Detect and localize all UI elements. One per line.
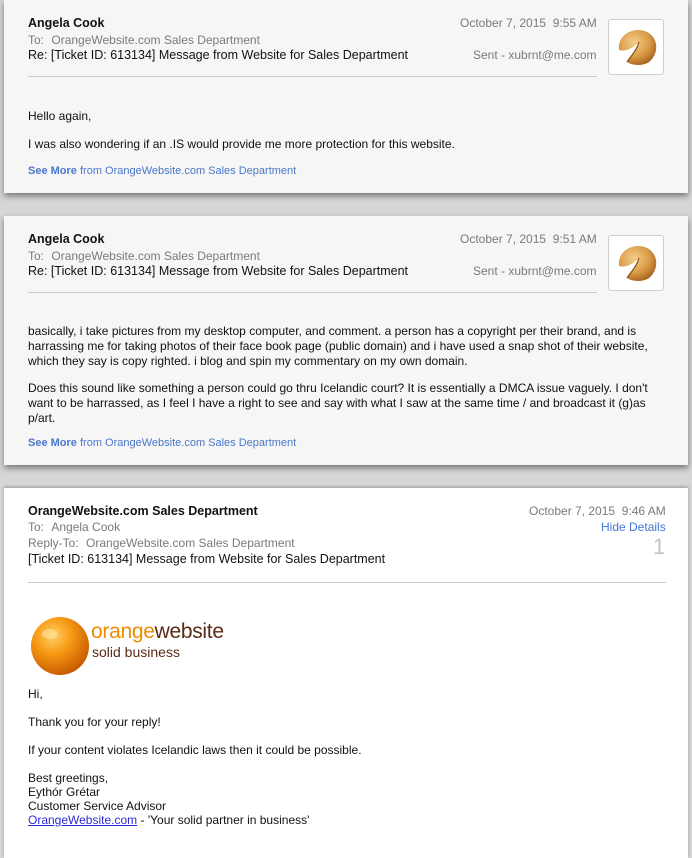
to-recipient[interactable]: Angela Cook xyxy=(51,520,121,534)
signature-closing: Best greetings, xyxy=(28,771,109,785)
logo-wordmark xyxy=(91,620,224,644)
reply-to-recipient[interactable]: OrangeWebsite.com Sales Department xyxy=(86,536,295,550)
body-line: If your content violates Icelandic laws then it could be possible. xyxy=(28,743,362,757)
message-card-2[interactable] xyxy=(4,216,688,465)
subject-line: Re: [Ticket ID: 613134] Message from Website for Sales Department xyxy=(28,48,409,62)
time-text: 9:51 AM xyxy=(552,232,597,246)
logo-tagline: solid business xyxy=(92,644,180,660)
header-divider xyxy=(28,582,666,583)
time-text: 9:46 AM xyxy=(621,504,666,518)
body-line: Does this sound like something a person could go thru Icelandic court? It is essentially a DMCA issue vaguely. I don't xyxy=(28,381,648,395)
body-line: which they say is copy righted. i blog and spin my commentary on my own domain. xyxy=(28,354,468,368)
fortune-cookie-icon xyxy=(609,236,665,292)
to-recipient[interactable]: OrangeWebsite.com Sales Department xyxy=(51,249,260,263)
hide-details-link[interactable]: Hide Details xyxy=(601,520,666,534)
body-line: harrassing me for taking photos of their face book page (public domain) and i have used a snap shot of their website, xyxy=(28,339,648,353)
sender-name[interactable]: Angela Cook xyxy=(28,16,105,30)
header-divider xyxy=(28,292,597,293)
sent-account: Sent - xubrnt@me.com xyxy=(473,264,597,278)
sent-account: Sent - xubrnt@me.com xyxy=(473,48,597,62)
date-text: October 7, 2015 xyxy=(460,232,547,246)
to-line xyxy=(28,520,120,534)
reply-to-line xyxy=(28,536,295,550)
logo-word-orange: orange xyxy=(91,620,155,643)
body-line: want to be harrassed, as I feel I have a right to see and say with what I saw at the same time / and broadcast it (g)as xyxy=(28,396,646,410)
body-line: Thank you for your reply! xyxy=(28,715,161,729)
orange-fruit-icon xyxy=(28,614,92,678)
message-card-1[interactable] xyxy=(4,0,688,193)
see-more-source[interactable]: from OrangeWebsite.com Sales Department xyxy=(79,165,297,177)
date-text: October 7, 2015 xyxy=(460,16,547,30)
orangewebsite-logo xyxy=(28,614,248,678)
message-date xyxy=(460,232,597,246)
message-card-3[interactable] xyxy=(4,488,688,858)
body-line: I was also wondering if an .IS would provide me more protection for this website. xyxy=(28,137,455,151)
message-date xyxy=(529,504,666,518)
to-label: To: xyxy=(28,33,45,47)
signature-role: Customer Service Advisor xyxy=(28,799,167,813)
reply-to-label: Reply-To: xyxy=(28,536,79,550)
to-recipient[interactable]: OrangeWebsite.com Sales Department xyxy=(51,33,260,47)
subject-line: [Ticket ID: 613134] Message from Website for Sales Department xyxy=(28,552,386,566)
message-count: 1 xyxy=(653,534,666,559)
sender-name[interactable]: OrangeWebsite.com Sales Department xyxy=(28,504,258,518)
see-more-link[interactable] xyxy=(28,437,296,449)
header-divider xyxy=(28,76,597,77)
body-line: Hello again, xyxy=(28,109,92,123)
body-line: p/art. xyxy=(28,411,56,425)
see-more-link[interactable] xyxy=(28,165,296,177)
avatar[interactable] xyxy=(608,235,664,291)
avatar[interactable] xyxy=(608,19,664,75)
to-line xyxy=(28,33,260,47)
website-link[interactable]: OrangeWebsite.com xyxy=(28,813,138,827)
signature-name: Eythór Grétar xyxy=(28,785,101,799)
sender-name[interactable]: Angela Cook xyxy=(28,232,105,246)
date-text: October 7, 2015 xyxy=(529,504,616,518)
see-more-source[interactable]: from OrangeWebsite.com Sales Department xyxy=(79,437,297,449)
signature-slogan: - 'Your solid partner in business' xyxy=(137,813,310,827)
subject-line: Re: [Ticket ID: 613134] Message from Website for Sales Department xyxy=(28,264,409,278)
body-greeting: Hi, xyxy=(28,687,43,701)
logo-word-website: website xyxy=(154,620,224,643)
time-text: 9:55 AM xyxy=(552,16,597,30)
message-date xyxy=(460,16,597,30)
see-more-label[interactable]: See More xyxy=(28,165,77,177)
fortune-cookie-icon xyxy=(609,20,665,76)
see-more-label[interactable]: See More xyxy=(28,437,77,449)
body-line: basically, i take pictures from my desktop computer, and comment. a person has a copyright per their brand, and is xyxy=(28,324,637,338)
to-label: To: xyxy=(28,249,45,263)
signature-link-line xyxy=(28,813,309,828)
to-label: To: xyxy=(28,520,45,534)
to-line xyxy=(28,249,260,263)
